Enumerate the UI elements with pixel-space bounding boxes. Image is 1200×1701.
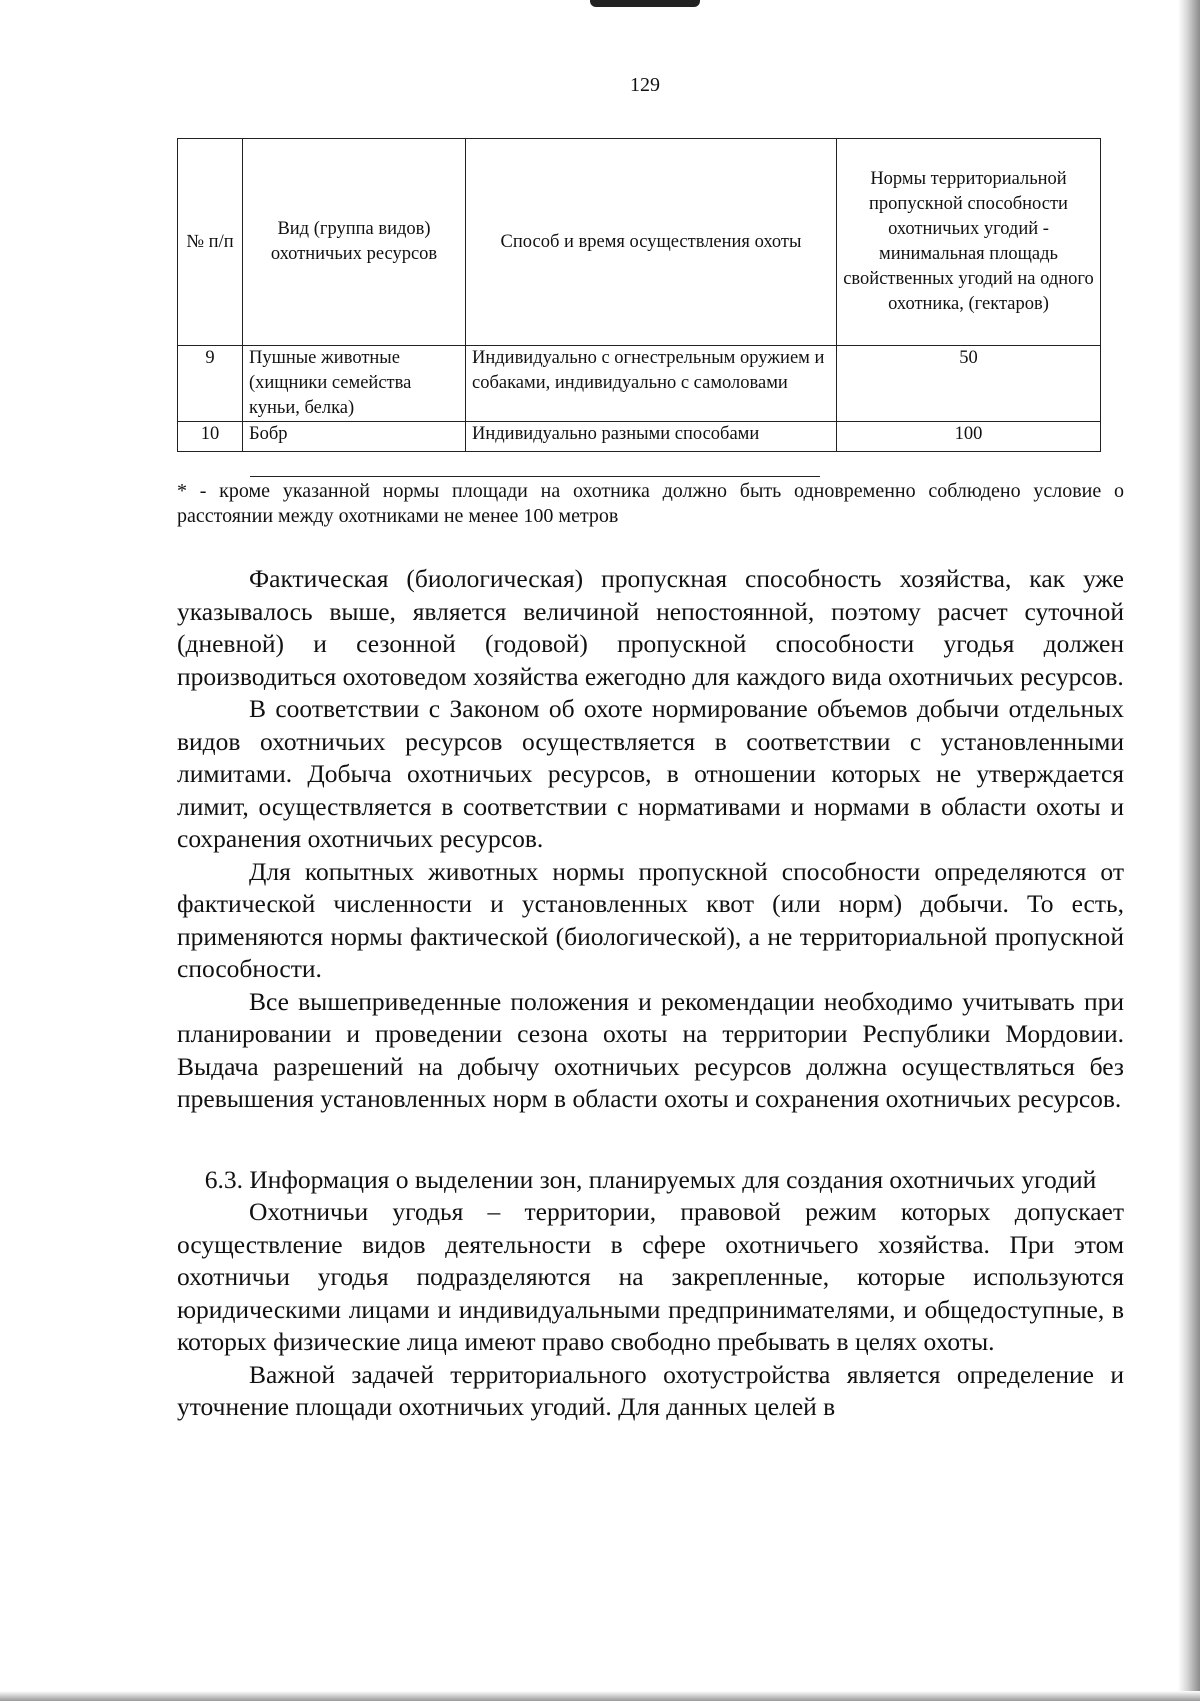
row-method: Индивидуально разными способами [466, 422, 837, 452]
header-num: № п/п [178, 139, 243, 346]
paragraph: Для копытных животных нормы пропускной способности определяются от фактической численности и установленных квот (или норм) добычи. То есть, применяются нормы фактической (биологической), а не территориальной пропускной способности. [177, 856, 1124, 983]
header-species: Вид (группа видов) охотничьих ресурсов [243, 139, 466, 346]
row-species: Пушные животные (хищники семейства куньи, белка) [243, 346, 466, 422]
hunting-norms-table [177, 138, 1101, 452]
paragraph: Важной задачей территориального охотустройства является определение и уточнение площади охотничьих угодий. Для данных целей в [177, 1359, 1124, 1421]
row-num: 9 [178, 346, 243, 422]
footnote: * - кроме указанной нормы площади на охотника должно быть одновременно соблюдено условие о расстоянии между охотниками не менее 100 метров [177, 480, 1124, 527]
row-norm: 100 [837, 422, 1101, 452]
scan-edge-shadow-bottom [0, 1691, 1200, 1701]
section-heading: 6.3. Информация о выделении зон, планируемых для создания охотничьих угодий [204, 1164, 1097, 1194]
row-num: 10 [178, 422, 243, 452]
row-method: Индивидуально с огнестрельным оружием и собаками, индивидуально с самоловами [466, 346, 837, 422]
row-norm: 50 [837, 346, 1101, 422]
scan-edge-shadow [1178, 0, 1200, 1701]
page-number: 129 [630, 74, 660, 96]
row-species: Бобр [243, 422, 466, 452]
header-norm: Нормы территориальной пропускной способности охотничьих угодий - минимальная площадь свойственных угодий на одного охотника, (гектаров) [837, 139, 1101, 346]
body-text [177, 563, 1124, 1424]
table-row [178, 346, 1101, 422]
paragraph: В соответствии с Законом об охоте нормирование объемов добычи отдельных видов охотничьих ресурсов осуществляется в соответствии с установленными лимитами. Добыча охотничьих ресурсов, в отношении которых не утверждается лимит, осуществляется в соответствии с нормативами и нормами в области охоты и сохранения охотничьих ресурсов. [177, 694, 1124, 853]
paragraph: Охотничьи угодья – территории, правовой режим которых допускает осуществление видов деятельности в сфере охотничьего хозяйства. При этом охотничьи угодья подразделяются на закрепленные, которые используются юридическими лицами и индивидуальными предпринимателями, и общедоступные, в которых физические лица имеют право свободно пребывать в целях охоты. [177, 1197, 1124, 1356]
table-header-row [178, 139, 1101, 346]
scan-mark [590, 0, 700, 7]
paragraph: Все вышеприведенные положения и рекомендации необходимо учитывать при планировании и проведении сезона охоты на территории Республики Мордовии. Выдача разрешений на добычу охотничьих ресурсов должна осуществляться без превышения установленных норм в области охоты и сохранения охотничьих ресурсов. [177, 986, 1124, 1113]
footnote-divider [250, 476, 820, 477]
table-row [178, 422, 1101, 452]
paragraph: Фактическая (биологическая) пропускная способность хозяйства, как уже указывалось выше, является величиной непостоянной, поэтому расчет суточной (дневной) и сезонной (годовой) пропускной способности угодья должен производиться охотоведом хозяйства ежегодно для каждого вида охотничьих ресурсов. [177, 564, 1124, 691]
header-method: Способ и время осуществления охоты [466, 139, 837, 346]
